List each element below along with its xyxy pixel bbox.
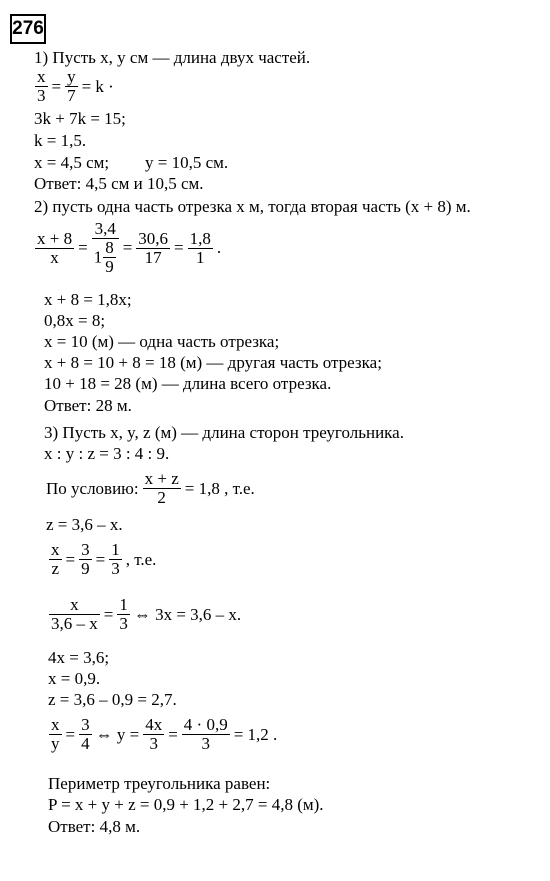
equals-sign: = xyxy=(78,238,88,257)
numerator: x xyxy=(51,715,60,734)
numerator: x + z xyxy=(144,469,179,488)
denominator: 9 xyxy=(105,257,114,276)
fraction xyxy=(143,470,181,507)
numerator: 3 xyxy=(81,540,90,559)
part2-line1: x + 8 = 1,8x; xyxy=(44,290,132,309)
mixed-number xyxy=(94,239,117,276)
problem-number: 276 xyxy=(10,14,46,44)
part2-line3: x = 10 (м) — одна часть отрезка; xyxy=(44,332,280,351)
part2-proportion xyxy=(34,220,221,276)
part3-ratio: x : y : z = 3 : 4 : 9. xyxy=(44,444,170,463)
equation-middle: ⇔ y = xyxy=(95,724,140,744)
numerator: x xyxy=(51,540,60,559)
numerator: 8 xyxy=(105,238,114,257)
numerator: 4x xyxy=(145,715,163,734)
fraction xyxy=(92,220,119,276)
denominator: 4 xyxy=(81,734,90,753)
part3-y-equation xyxy=(48,716,277,753)
part2-intro: 2) пусть одна часть отрезка x м, тогда вторая часть (x + 8) м. xyxy=(34,197,471,216)
denominator: 3 xyxy=(149,734,158,753)
equation-tail: ⇔ 3x = 3,6 – x. xyxy=(133,604,242,624)
numerator: x xyxy=(37,67,46,86)
equation-tail: = 1,2 . xyxy=(233,724,278,744)
denominator: 3 xyxy=(37,86,46,105)
numerator: 1,8 xyxy=(189,228,211,248)
numerator: y xyxy=(67,67,76,86)
fraction xyxy=(182,716,230,753)
equals-sign: = xyxy=(65,549,76,569)
denominator: x xyxy=(50,247,59,267)
fraction xyxy=(117,596,130,633)
denominator: 3 xyxy=(111,559,120,578)
equals-sign: = xyxy=(65,724,76,744)
part1-proportion xyxy=(34,68,114,105)
part2-line2: 0,8x = 8; xyxy=(44,311,106,330)
fraction xyxy=(35,68,48,105)
part1-line3b: y = 10,5 см. xyxy=(145,153,229,172)
numerator: x xyxy=(49,596,100,615)
fraction xyxy=(49,541,62,578)
part3-line2: x = 0,9. xyxy=(48,669,101,688)
fraction xyxy=(143,716,164,753)
denominator: 3,6 – x xyxy=(51,614,98,633)
equals-sign: = xyxy=(103,604,114,624)
denominator: 17 xyxy=(144,247,162,267)
part2-line4: x + 8 = 10 + 8 = 18 (м) — другая часть отрезка; xyxy=(44,353,382,372)
part3-answer: Ответ: 4,8 м. xyxy=(48,817,141,836)
part1-line3a: x = 4,5 см; xyxy=(34,153,110,172)
fraction xyxy=(79,716,92,753)
numerator: 1 xyxy=(111,540,120,559)
part3-perimeter: P = x + y + z = 0,9 + 1,2 + 2,7 = 4,8 (м). xyxy=(48,795,324,814)
fraction xyxy=(65,68,78,105)
equals-sign: = xyxy=(122,238,133,257)
equals-sign: = xyxy=(168,724,178,744)
numerator: x + 8 xyxy=(37,228,73,248)
numerator: 3,4 xyxy=(92,220,119,239)
mixed-number-denominator xyxy=(92,239,119,276)
denominator: z xyxy=(51,559,60,578)
part3-line1: 4x = 3,6; xyxy=(48,648,110,667)
part3-condition xyxy=(46,470,255,507)
part1-line2: k = 1,5. xyxy=(34,131,87,150)
part3-z-line: z = 3,6 – x. xyxy=(46,515,123,534)
denominator: 1 xyxy=(196,247,205,267)
equals-sign: = xyxy=(174,238,184,257)
part3-intro: 3) Пусть x, y, z (м) — длина сторон треугольника. xyxy=(44,423,404,442)
part3-perimeter-label: Периметр треугольника равен: xyxy=(48,774,271,793)
condition-tail: = 1,8 , т.е. xyxy=(184,478,255,498)
period: . xyxy=(216,238,222,257)
fraction xyxy=(136,230,170,267)
denominator: 3 xyxy=(119,614,128,633)
part2-answer: Ответ: 28 м. xyxy=(44,396,132,415)
fraction xyxy=(188,230,213,267)
numerator: 1 xyxy=(119,595,128,614)
denominator: 7 xyxy=(67,86,76,105)
part1-line1: 3k + 7k = 15; xyxy=(34,109,126,128)
part1-answer: Ответ: 4,5 см и 10,5 см. xyxy=(34,174,204,193)
numerator: 4 · 0,9 xyxy=(183,715,228,734)
fraction xyxy=(49,716,62,753)
equals-sign: = xyxy=(95,549,106,569)
denominator: 2 xyxy=(157,488,166,507)
fraction xyxy=(35,230,74,267)
denominator: 3 xyxy=(201,734,210,753)
part3-ratio-equation xyxy=(48,541,156,578)
whole-part: 1 xyxy=(93,247,103,267)
part2-line5: 10 + 18 = 28 (м) — длина всего отрезка. xyxy=(44,374,332,393)
part3-x-equation xyxy=(48,596,241,633)
fraction xyxy=(109,541,122,578)
fraction xyxy=(79,541,92,578)
equation-tail: , т.е. xyxy=(125,549,157,569)
part3-line3: z = 3,6 – 0,9 = 2,7. xyxy=(48,690,177,709)
numerator: 30,6 xyxy=(138,228,169,248)
fraction xyxy=(103,239,116,276)
equation-tail: = k · xyxy=(81,76,114,96)
numerator: 3 xyxy=(81,715,90,734)
part1-intro: 1) Пусть x, y см — длина двух частей. xyxy=(34,48,311,67)
denominator: 9 xyxy=(81,559,90,578)
fraction xyxy=(49,596,100,633)
equals-sign: = xyxy=(51,76,62,96)
denominator: y xyxy=(51,734,60,753)
condition-label: По условию: xyxy=(46,478,139,498)
